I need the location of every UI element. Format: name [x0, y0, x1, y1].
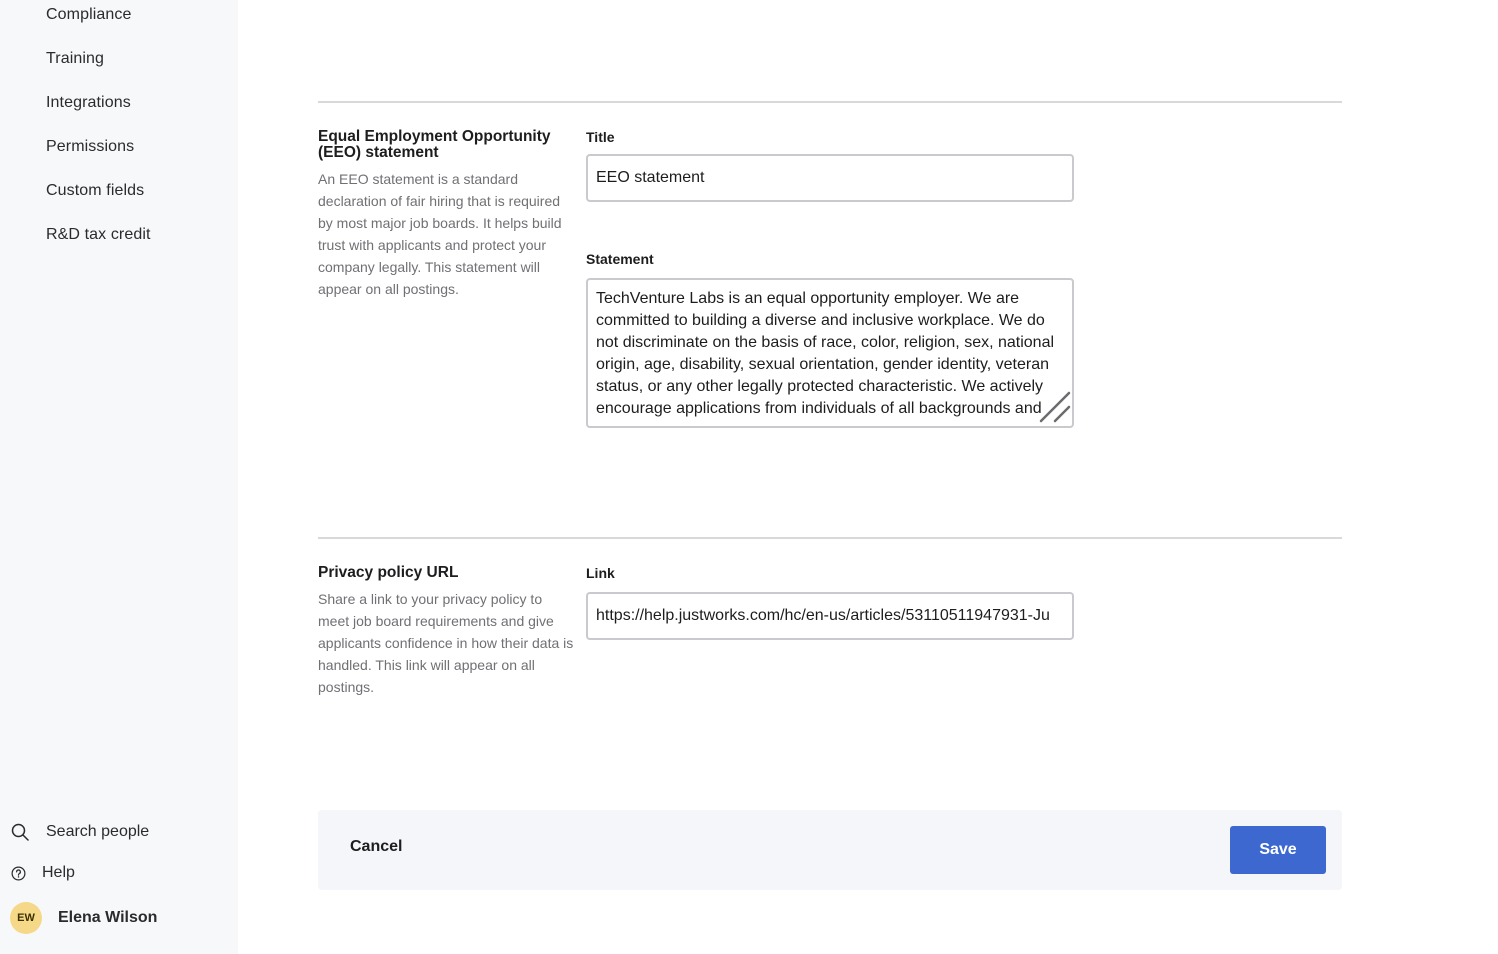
search-people-button[interactable] [10, 822, 149, 842]
search-icon [10, 822, 30, 842]
eeo-section-description: An EEO statement is a standard declaration of fair hiring that is required by most major job boards. It helps build trust with applicants and protect your company legally. This statement will appear on all postings. [318, 171, 562, 297]
avatar: EW [10, 902, 42, 934]
sidebar-item-custom-fields[interactable]: Custom fields [46, 182, 145, 199]
sidebar-item-training[interactable]: Training [46, 50, 105, 67]
statement-textarea[interactable]: TechVenture Labs is an equal opportunity employer. We are committed to building a diverse and inclusive workplace. We do not discriminate on the basis of race, color, religion, sex, national origin, age, disability, sexual orientation, gender identity, veteran status, or any other legally protected characteristic. We actively encourage applications from individuals of all backgrounds and [586, 278, 1074, 428]
save-button[interactable]: Save [1230, 826, 1326, 874]
statement-field-label: Statement [586, 251, 654, 267]
title-field-label: Title [586, 129, 615, 145]
sidebar [0, 0, 238, 954]
cancel-button[interactable]: Cancel [350, 838, 403, 855]
help-label: Help [42, 864, 75, 881]
eeo-section-title: Equal Employment Opportunity (EEO) statement [318, 128, 551, 161]
search-people-label: Search people [46, 823, 150, 840]
privacy-link-input[interactable]: https://help.justworks.com/hc/en-us/articles/53110511947931-Ju [586, 592, 1074, 640]
sidebar-item-permissions[interactable]: Permissions [46, 138, 135, 155]
user-profile[interactable] [10, 902, 157, 934]
section-divider [318, 101, 1342, 103]
title-input[interactable]: EEO statement [586, 154, 1074, 202]
sidebar-item-compliance[interactable]: Compliance [46, 6, 132, 23]
sidebar-item-rd-tax-credit[interactable]: R&D tax credit [46, 226, 151, 243]
help-icon [10, 865, 26, 881]
link-field-label: Link [586, 565, 615, 581]
sidebar-item-integrations[interactable]: Integrations [46, 94, 131, 111]
form-action-bar [318, 810, 1342, 890]
section-divider [318, 537, 1342, 539]
privacy-section-title: Privacy policy URL [318, 564, 459, 581]
resize-handle-icon[interactable] [1036, 390, 1072, 426]
user-name: Elena Wilson [58, 909, 158, 926]
help-button[interactable] [10, 864, 75, 882]
privacy-section-description: Share a link to your privacy policy to meet job board requirements and give applicants confidence in how their data is handled. This link will appear on all postings. [318, 591, 574, 695]
